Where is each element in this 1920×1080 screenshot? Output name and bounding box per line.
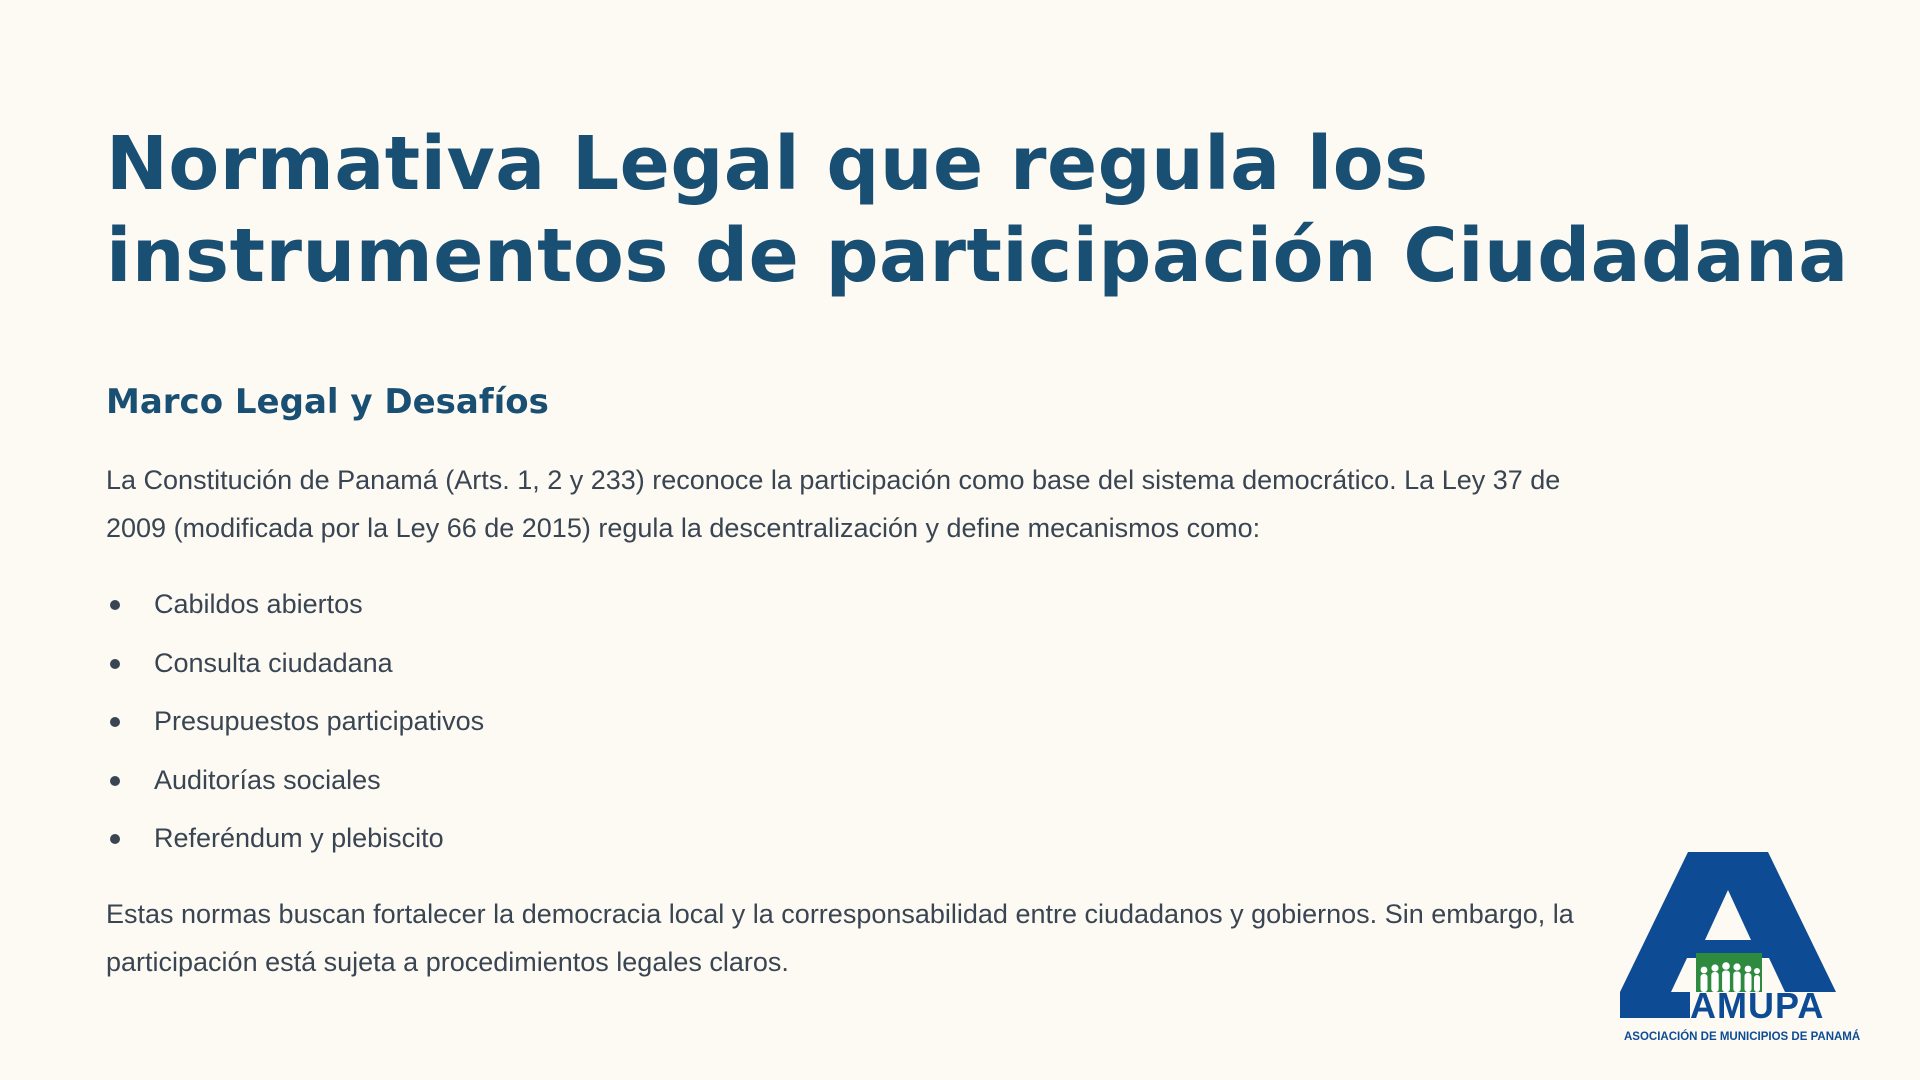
list-item-text: Consulta ciudadana bbox=[154, 647, 393, 678]
logo-wordmark: AMUPA bbox=[1690, 985, 1825, 1026]
bullet-icon bbox=[110, 776, 120, 786]
list-item-text: Cabildos abiertos bbox=[154, 589, 363, 619]
bullet-icon bbox=[110, 834, 120, 844]
bullet-icon bbox=[110, 717, 120, 727]
list-item-text: Auditorías sociales bbox=[154, 764, 381, 795]
page-title: Normativa Legal que regula los instrumentos de participación Ciudadana bbox=[106, 121, 1849, 299]
list-item-text: Presupuestos participativos bbox=[154, 706, 485, 737]
bullet-icon bbox=[110, 659, 120, 669]
bullet-icon bbox=[110, 600, 120, 610]
logo-tagline: ASOCIACIÓN DE MUNICIPIOS DE PANAMÁ bbox=[1624, 1031, 1861, 1043]
conclusion-paragraph: Estas normas buscan fortalecer la democracia local y la corresponsabilidad entre ciudadanos y gobiernos. Sin embargo, la participación está sujeta a procedimientos legales claros. bbox=[106, 899, 1574, 977]
section-subtitle: Marco Legal y Desafíos bbox=[106, 382, 549, 422]
list-item-text: Referéndum y plebiscito bbox=[154, 823, 444, 854]
intro-paragraph: La Constitución de Panamá (Arts. 1, 2 y 233) reconoce la participación como base del sistema democrático. La Ley 37 de 2009 (modificada por la Ley 66 de 2015) regula la descentralización y define mecanismos como: bbox=[106, 465, 1561, 543]
amupa-logo bbox=[1620, 848, 1860, 1048]
